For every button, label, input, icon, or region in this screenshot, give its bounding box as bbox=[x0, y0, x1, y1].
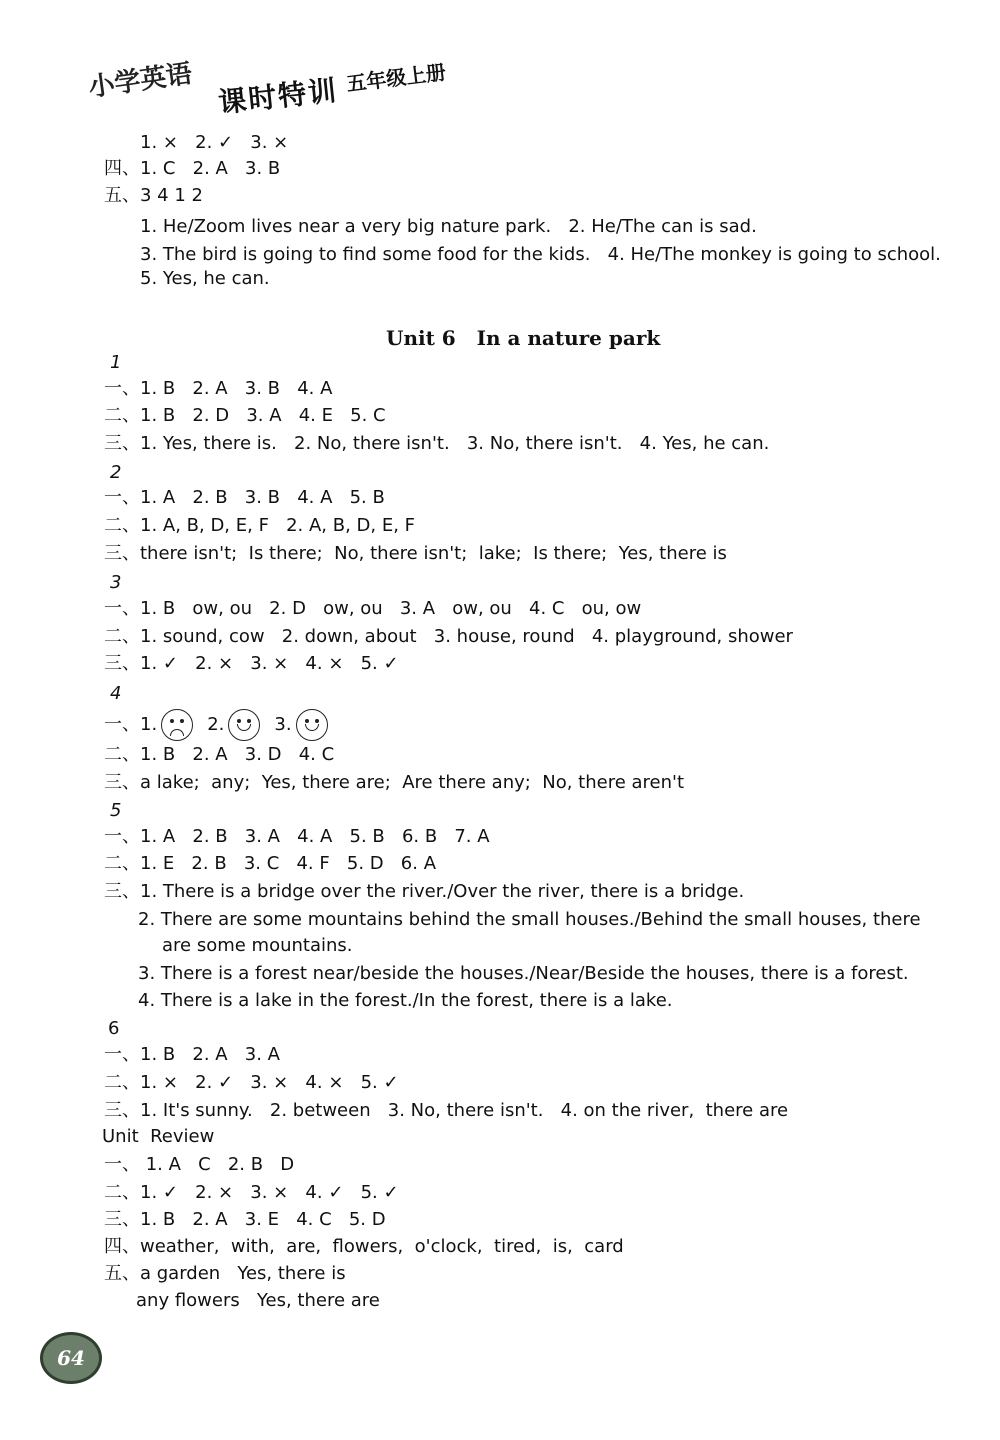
answer-line: 3. There is a forest near/beside the houses./Near/Beside the houses, there is a forest. bbox=[138, 963, 909, 984]
answer-line: 四、weather, with, are, flowers, o'clock, tired, is, card bbox=[104, 1236, 624, 1257]
answer-line: 一、1. B ow, ou 2. D ow, ou 3. A ow, ou 4. C ou, ow bbox=[104, 598, 642, 619]
answer-line: 一、 1. A C 2. B D bbox=[104, 1154, 295, 1175]
lesson-number: 5 bbox=[110, 800, 122, 821]
answer-line: 二、1. sound, cow 2. down, about 3. house, round 4. playground, shower bbox=[104, 626, 793, 647]
unit-title: Unit 6 In a nature park bbox=[386, 326, 661, 350]
smiley-face-icon bbox=[228, 709, 260, 741]
lesson-number: 2 bbox=[110, 462, 122, 483]
answer-line: any flowers Yes, there are bbox=[136, 1290, 380, 1311]
answer-line: 五、3 4 1 2 bbox=[104, 185, 203, 206]
answer-line: 二、1. A, B, D, E, F 2. A, B, D, E, F bbox=[104, 515, 416, 536]
page-header bbox=[88, 40, 968, 140]
answer-line: 1. He/Zoom lives near a very big nature park. 2. He/The can is sad. bbox=[140, 216, 757, 237]
answer-line: 二、1. E 2. B 3. C 4. F 5. D 6. A bbox=[104, 853, 437, 874]
answer-line: 一、1. A 2. B 3. B 4. A 5. B bbox=[104, 487, 385, 508]
grade-label: 五年级上册 bbox=[345, 59, 448, 96]
answer-line: 二、1. B 2. D 3. A 4. E 5. C bbox=[104, 405, 386, 426]
sad-face-icon bbox=[161, 709, 193, 741]
answer-line: 一、1. B 2. A 3. B 4. A bbox=[104, 378, 333, 399]
lesson-number: 1 bbox=[110, 352, 122, 373]
answer-line: 三、1. Yes, there is. 2. No, there isn't. 3. No, there isn't. 4. Yes, he can. bbox=[104, 433, 770, 454]
lesson-number: 3 bbox=[110, 572, 122, 593]
item-number: 1. bbox=[140, 714, 158, 735]
book-title: 课时特训 bbox=[216, 73, 340, 120]
answer-line: 2. There are some mountains behind the small houses./Behind the small houses, there bbox=[138, 909, 921, 930]
answer-line: 三、1. B 2. A 3. E 4. C 5. D bbox=[104, 1209, 386, 1230]
smiley-face-icon bbox=[296, 709, 328, 741]
answer-line: 一、1. B 2. A 3. A bbox=[104, 1044, 280, 1065]
lesson-number: 6 bbox=[108, 1018, 120, 1039]
answer-line: 1. × 2. ✓ 3. × bbox=[140, 132, 289, 153]
item-number: 3. bbox=[274, 714, 292, 735]
answer-line: 四、1. C 2. A 3. B bbox=[104, 158, 281, 179]
answer-line: 一、1. A 2. B 3. A 4. A 5. B 6. B 7. A bbox=[104, 826, 490, 847]
answer-line: 4. There is a lake in the forest./In the forest, there is a lake. bbox=[138, 990, 673, 1011]
answer-line: 三、a lake; any; Yes, there are; Are there any; No, there aren't bbox=[104, 772, 685, 793]
answer-line: 3. The bird is going to find some food for the kids. 4. He/The monkey is going to school. bbox=[140, 244, 941, 265]
answer-line: 二、1. ✓ 2. × 3. × 4. ✓ 5. ✓ bbox=[104, 1182, 399, 1203]
answer-line: 三、1. There is a bridge over the river./Over the river, there is a bridge. bbox=[104, 881, 745, 902]
answer-line: are some mountains. bbox=[162, 935, 353, 956]
answer-line: 5. Yes, he can. bbox=[140, 268, 270, 289]
series-logo: 小学英语 bbox=[86, 58, 194, 104]
item-prefix: 一、 bbox=[104, 714, 140, 735]
answer-line: 五、a garden Yes, there is bbox=[104, 1263, 346, 1284]
review-title: Unit Review bbox=[102, 1126, 215, 1147]
lesson-number: 4 bbox=[110, 683, 122, 704]
answer-line: 三、there isn't; Is there; No, there isn't; lake; Is there; Yes, there is bbox=[104, 543, 727, 564]
page-number-badge: 64 bbox=[40, 1332, 102, 1384]
face-answer-line bbox=[104, 708, 342, 742]
item-number: 2. bbox=[207, 714, 225, 735]
answer-line: 二、1. B 2. A 3. D 4. C bbox=[104, 744, 335, 765]
answer-line: 三、1. It's sunny. 2. between 3. No, there isn't. 4. on the river, there are bbox=[104, 1100, 789, 1121]
answer-line: 二、1. × 2. ✓ 3. × 4. × 5. ✓ bbox=[104, 1072, 399, 1093]
answer-line: 三、1. ✓ 2. × 3. × 4. × 5. ✓ bbox=[104, 653, 399, 674]
